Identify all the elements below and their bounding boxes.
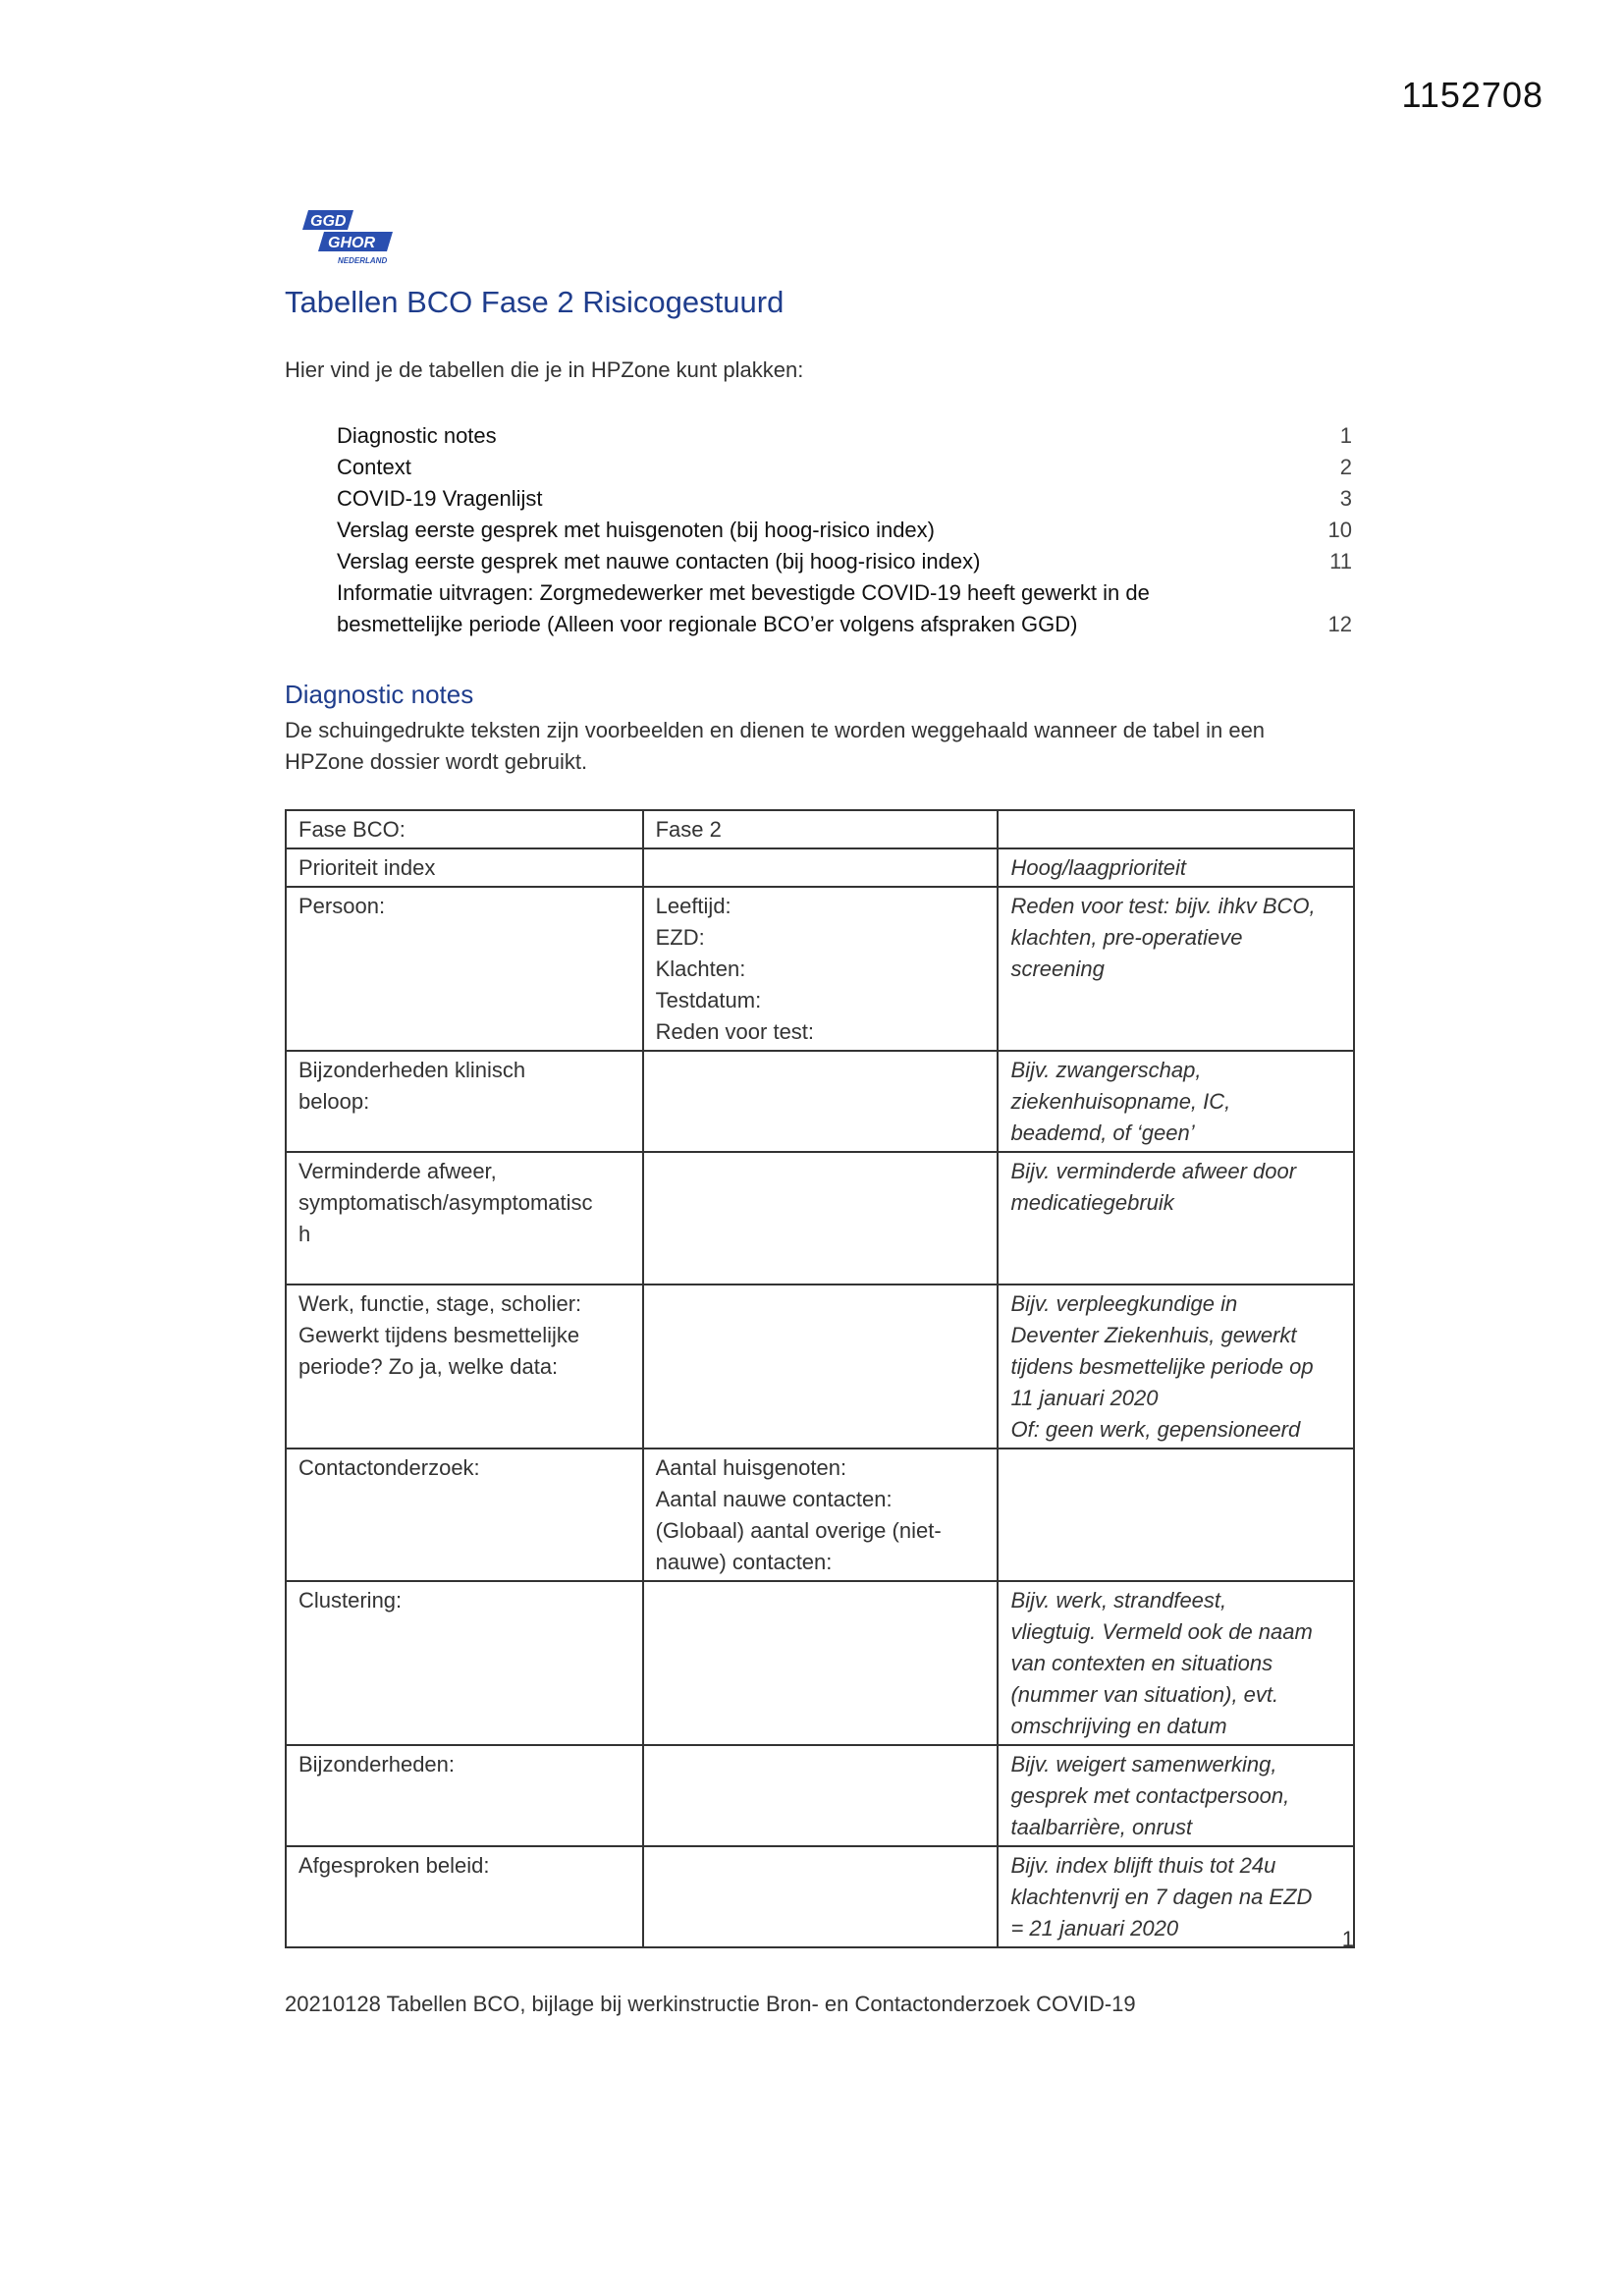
table-cell-c1[interactable] xyxy=(286,1846,643,1947)
table-cell-c3[interactable] xyxy=(998,1581,1354,1745)
page-number: 1 xyxy=(1341,1927,1354,1951)
table-cell-c1[interactable] xyxy=(286,887,643,1051)
toc-item-page: 3 xyxy=(1339,486,1352,511)
ggd-ghor-logo xyxy=(295,210,397,267)
cell-line: Bijzonderheden: xyxy=(298,1752,456,1777)
cell-line: Clustering: xyxy=(298,1588,403,1613)
cell-line: EZD: xyxy=(655,925,705,950)
cell-line: symptomatisch/asymptomatisc xyxy=(298,1190,593,1215)
cell-line xyxy=(656,1288,986,1320)
table-cell-c2[interactable] xyxy=(643,848,999,887)
table-row xyxy=(286,848,1354,887)
table-cell-c3[interactable] xyxy=(998,810,1354,848)
table-cell-c1[interactable] xyxy=(286,1449,643,1581)
toc-item[interactable] xyxy=(337,483,1352,515)
cell-line: Afgesproken beleid: xyxy=(298,1853,490,1878)
cell-line: Bijv. zwangerschap, xyxy=(1010,1058,1202,1082)
cell-line: (nummer van situation), evt. xyxy=(1010,1682,1279,1707)
toc-item-page: 1 xyxy=(1339,423,1352,448)
cell-line: taalbarrière, onrust xyxy=(1010,1815,1193,1839)
cell-line: Fase 2 xyxy=(655,817,722,842)
cell-line: Klachten: xyxy=(655,957,746,981)
cell-line: Bijv. werk, strandfeest, xyxy=(1010,1588,1227,1613)
table-cell-c2[interactable] xyxy=(643,810,999,848)
cell-line: Persoon: xyxy=(298,894,386,918)
toc-item[interactable] xyxy=(337,546,1352,577)
cell-line: Werk, functie, stage, scholier: xyxy=(298,1291,582,1316)
cell-line: (Globaal) aantal overige (niet- xyxy=(655,1518,942,1543)
cell-line xyxy=(656,1585,986,1616)
table-row xyxy=(286,1581,1354,1745)
logo-text-nederland: NEDERLAND xyxy=(338,256,388,265)
cell-line: vliegtuig. Vermeld ook de naam xyxy=(1010,1619,1313,1644)
cell-line: medicatiegebruik xyxy=(1010,1190,1174,1215)
cell-line: ziekenhuisopname, IC, xyxy=(1010,1089,1231,1114)
table-cell-c1[interactable] xyxy=(286,1581,643,1745)
table-row xyxy=(286,887,1354,1051)
table-cell-c2[interactable] xyxy=(643,1745,999,1846)
cell-line: Bijzonderheden klinisch xyxy=(298,1058,526,1082)
cell-line xyxy=(656,1850,986,1882)
cell-line: Bijv. verminderde afweer door xyxy=(1010,1159,1297,1183)
cell-line: Bijv. verpleegkundige in xyxy=(1010,1291,1238,1316)
cell-line: klachten, pre-operatieve xyxy=(1010,925,1243,950)
table-cell-c2[interactable] xyxy=(643,1152,999,1285)
table-cell-c1[interactable] xyxy=(286,1745,643,1846)
cell-line xyxy=(656,1055,986,1086)
section-description: De schuingedrukte teksten zijn voorbeelden en dienen te worden weggehaald wanneer de tabel in een HPZone dossier wordt gebruikt. xyxy=(285,718,1266,774)
table-row xyxy=(286,1152,1354,1285)
cell-line: Prioriteit index xyxy=(298,855,436,880)
cell-line: nauwe) contacten: xyxy=(655,1550,833,1574)
toc-item[interactable] xyxy=(337,420,1352,452)
toc-item-label: Informatie uitvragen: Zorgmedewerker met bevestigde COVID-19 heeft gewerkt in de besmettelijke periode (Alleen voor regionale BCO’er volgens afspraken GGD) xyxy=(337,580,1150,636)
cell-line: gesprek met contactpersoon, xyxy=(1010,1783,1290,1808)
toc-item-label: Verslag eerste gesprek met huisgenoten (bij hoog-risico index) xyxy=(337,518,935,542)
cell-line: Fase BCO: xyxy=(298,817,406,842)
cell-line: Aantal huisgenoten: xyxy=(655,1455,847,1480)
cell-line: beloop: xyxy=(298,1089,370,1114)
cell-line xyxy=(1010,1452,1341,1484)
diagnostic-notes-table xyxy=(285,809,1355,1948)
logo-text-ghor: GHOR xyxy=(328,235,375,251)
intro-text: Hier vind je de tabellen die je in HPZone kunt plakken: xyxy=(285,357,804,382)
table-cell-c3[interactable] xyxy=(998,1051,1354,1152)
toc-item-page: 2 xyxy=(1339,455,1352,479)
cell-line: h xyxy=(298,1222,311,1246)
cell-line: omschrijving en datum xyxy=(1010,1714,1227,1738)
table-of-contents xyxy=(337,420,1352,640)
table-row xyxy=(286,810,1354,848)
cell-line: periode? Zo ja, welke data: xyxy=(298,1354,559,1379)
cell-line: van contexten en situations xyxy=(1010,1651,1273,1675)
table-cell-c3[interactable] xyxy=(998,1152,1354,1285)
cell-line: Bijv. index blijft thuis tot 24u xyxy=(1010,1853,1276,1878)
table-row xyxy=(286,1745,1354,1846)
cell-line: = 21 januari 2020 xyxy=(1010,1916,1179,1941)
table-cell-c1[interactable] xyxy=(286,1152,643,1285)
cell-line: beademd, of ‘geen’ xyxy=(1010,1121,1195,1145)
table-cell-c3[interactable] xyxy=(998,887,1354,1051)
cell-line: screening xyxy=(1010,957,1105,981)
logo-text-ggd: GGD xyxy=(310,213,347,230)
toc-item[interactable] xyxy=(337,577,1352,640)
table-cell-c3[interactable] xyxy=(998,1745,1354,1846)
cell-line: Reden voor test: xyxy=(655,1019,815,1044)
cell-line: Of: geen werk, gepensioneerd xyxy=(1010,1417,1301,1442)
table-cell-c3[interactable] xyxy=(998,1285,1354,1449)
section-title: Diagnostic notes xyxy=(285,680,474,709)
table-row xyxy=(286,1051,1354,1152)
toc-item-label: Context xyxy=(337,455,411,479)
table-cell-c2[interactable] xyxy=(643,1285,999,1449)
cell-line xyxy=(656,1749,986,1780)
table-cell-c2[interactable] xyxy=(643,1449,999,1581)
cell-line: Leeftijd: xyxy=(655,894,731,918)
cell-line: tijdens besmettelijke periode op xyxy=(1010,1354,1314,1379)
toc-item-page: 12 xyxy=(1327,612,1352,636)
cell-line xyxy=(298,1250,630,1282)
cell-line: klachtenvrij en 7 dagen na EZD xyxy=(1010,1885,1313,1909)
toc-item-label: Diagnostic notes xyxy=(337,423,497,448)
table-cell-c3[interactable] xyxy=(998,848,1354,887)
table-cell-c1[interactable] xyxy=(286,810,643,848)
table-cell-c1[interactable] xyxy=(286,1051,643,1152)
document-id: 1152708 xyxy=(1401,75,1543,115)
toc-item[interactable] xyxy=(337,515,1352,546)
cell-line: Contactonderzoek: xyxy=(298,1455,480,1480)
cell-line: Bijv. weigert samenwerking, xyxy=(1010,1752,1277,1777)
cell-line: Reden voor test: bijv. ihkv BCO, xyxy=(1010,894,1316,918)
cell-line: 11 januari 2020 xyxy=(1010,1386,1159,1410)
table-cell-c2[interactable] xyxy=(643,1051,999,1152)
table-row xyxy=(286,1449,1354,1581)
cell-line: Gewerkt tijdens besmettelijke xyxy=(298,1323,580,1347)
table-cell-c3[interactable] xyxy=(998,1846,1354,1947)
toc-item-page: 10 xyxy=(1327,518,1352,542)
table-cell-c1[interactable] xyxy=(286,848,643,887)
table-cell-c2[interactable] xyxy=(643,1846,999,1947)
cell-line xyxy=(656,852,986,884)
toc-item-page: 11 xyxy=(1329,549,1352,574)
cell-line: Deventer Ziekenhuis, gewerkt xyxy=(1010,1323,1297,1347)
table-row xyxy=(286,1846,1354,1947)
toc-item[interactable] xyxy=(337,452,1352,483)
cell-line: Aantal nauwe contacten: xyxy=(655,1487,893,1511)
cell-line: Verminderde afweer, xyxy=(298,1159,497,1183)
cell-line xyxy=(656,1156,986,1187)
table-cell-c2[interactable] xyxy=(643,887,999,1051)
table-row xyxy=(286,1285,1354,1449)
toc-item-label: Verslag eerste gesprek met nauwe contacten (bij hoog-risico index) xyxy=(337,549,981,574)
table-cell-c2[interactable] xyxy=(643,1581,999,1745)
table-cell-c3[interactable] xyxy=(998,1449,1354,1581)
cell-line: Hoog/laagprioriteit xyxy=(1010,855,1187,880)
page-title: Tabellen BCO Fase 2 Risicogestuurd xyxy=(285,285,785,319)
cell-line: Testdatum: xyxy=(655,988,762,1012)
footer-text: 20210128 Tabellen BCO, bijlage bij werkinstructie Bron- en Contactonderzoek COVID-19 xyxy=(285,1992,1136,2016)
table-cell-c1[interactable] xyxy=(286,1285,643,1449)
cell-line xyxy=(1010,814,1341,846)
toc-item-label: COVID-19 Vragenlijst xyxy=(337,486,543,511)
